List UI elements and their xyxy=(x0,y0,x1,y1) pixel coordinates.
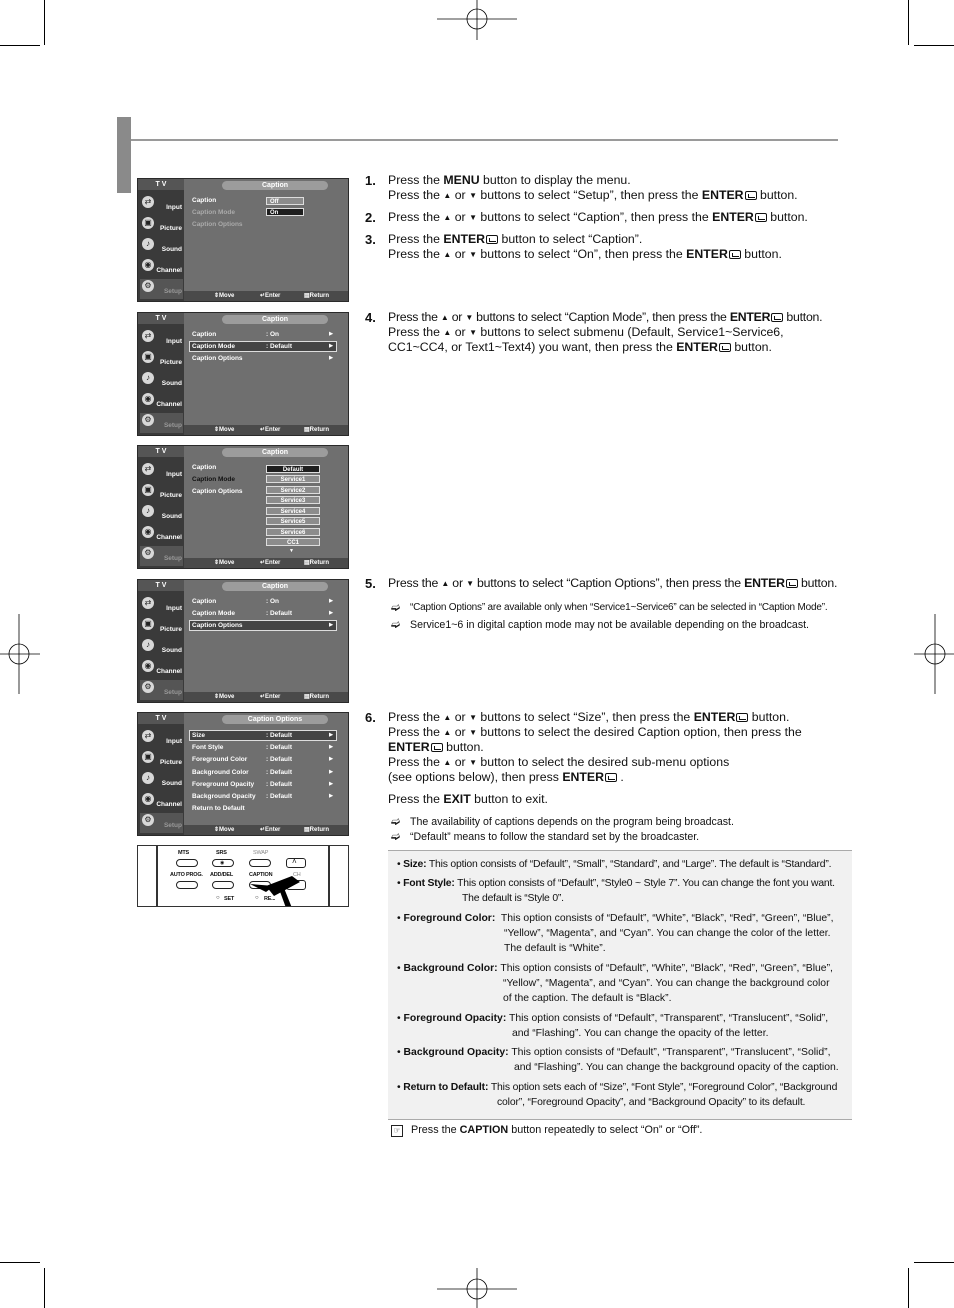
menu-row-caption-options[interactable]: Caption Options ▶ xyxy=(192,355,333,362)
step-line: Press the ▲ or ▼ button to select the desired sub-menu options xyxy=(388,755,730,769)
option-service6[interactable]: Service6 xyxy=(266,528,320,536)
option-service3[interactable]: Service3 xyxy=(266,496,320,504)
enter-icon xyxy=(745,191,757,200)
picture-icon: ▣ xyxy=(142,484,154,496)
sidebar-item-sound[interactable]: ♪ Sound xyxy=(140,638,183,658)
enter-icon xyxy=(719,343,731,352)
option-cc1[interactable]: CC1 xyxy=(266,538,320,546)
option-service2[interactable]: Service2 xyxy=(266,486,320,494)
reset-circle-icon: ○ xyxy=(255,895,259,901)
swap-button[interactable] xyxy=(249,859,271,867)
step-number: 5. xyxy=(365,576,376,591)
mts-button[interactable] xyxy=(176,859,198,867)
tv-label: T V xyxy=(138,179,184,190)
menu-footer xyxy=(184,825,349,835)
down-arrow-icon: ▼ xyxy=(469,328,477,337)
sidebar-item-input[interactable]: ⇄ Input xyxy=(140,329,183,349)
sidebar-item-channel[interactable]: ◉ Channel xyxy=(140,525,183,545)
arrow-right-icon: ▶ xyxy=(329,744,333,750)
step-line: Press the ▲ or ▼ buttons to select the desired Caption option, then press the xyxy=(388,725,802,739)
caption-options-descriptions: • Size: This option consists of “Default”, “Small”, “Standard”, and “Large”. The default is “Standard”. • Font Style: This option consists of “Default”, “Style0 ~ Style 7”. You can change the font you want. The default is “Style 0”. • Foreground Color: This option consists of “Default”, “White”, “Black”, “Red”, “Green”, “Blue”, “Yellow”, “Magenta”, and “Cyan”. You can change the color of the letter. The default is “White”. • Background Color: This option consists of “Default”, “White”, “Black”, “Red”, “Green”, “Blue”, “Yellow”, “Magenta”, and “Cyan”. You can change the background color of the caption. The default is “Black”. • Foreground Opacity: This option consists of “Default”, “Transparent”, “Translucent”, “Solid”, and “Flashing”. You can change the opacity of the letter. • Background Opacity: This option consists of “Default”, “Transparent”, “Translucent”, “Solid”, and “Flashing”. You can change the background opacity of the caption. • Return to Default: This option sets each of “Size”, “Font Style”, “Foreground Color”, “Background color”, “Foreground Opacity”, and “Background Opacity” to its default. xyxy=(388,850,852,1120)
add-del-button[interactable] xyxy=(212,881,234,889)
step-number: 3. xyxy=(365,232,376,247)
sidebar-item-setup[interactable]: ⚙ Setup xyxy=(140,546,183,566)
enter-hint: ↵Enter xyxy=(260,694,281,700)
step-line: Press the ▲ or ▼ buttons to select “Caption”, then press the ENTER button. xyxy=(388,210,808,224)
arrow-right-icon: ▶ xyxy=(329,732,333,738)
sidebar-item-picture[interactable]: ▣ Picture xyxy=(140,617,183,637)
menu-title: Caption xyxy=(222,181,328,190)
picture-icon: ▣ xyxy=(142,751,154,763)
sidebar-item-setup[interactable]: ⚙ Setup xyxy=(140,680,183,700)
scroll-down-icon[interactable]: ▼ xyxy=(289,548,294,554)
pointer-arrow-icon xyxy=(248,876,308,907)
up-arrow-icon: ▲ xyxy=(443,250,452,259)
option-off[interactable]: Off xyxy=(266,197,304,205)
return-hint: ▤Return xyxy=(304,560,330,566)
sidebar-item-picture[interactable]: ▣ Picture xyxy=(140,750,183,770)
menu-row-background-color[interactable]: Background Color : Default ▶ xyxy=(192,769,333,776)
menu-row-caption-options[interactable]: Caption Options xyxy=(192,221,243,228)
swap-label: SWAP xyxy=(253,850,269,856)
mts-label: MTS xyxy=(178,850,190,856)
input-icon: ⇄ xyxy=(142,730,154,742)
sidebar-item-input[interactable]: ⇄ Input xyxy=(140,596,183,616)
sidebar-item-sound[interactable]: ♪ Sound xyxy=(140,371,183,391)
option-service1[interactable]: Service1 xyxy=(266,475,320,483)
crop-mark xyxy=(44,0,45,45)
arrow-right-icon: ▶ xyxy=(329,610,333,616)
step-line: Press the ▲ or ▼ buttons to select submenu (Default, Service1~Service6, xyxy=(388,325,784,339)
channel-icon: ◉ xyxy=(142,793,154,805)
set-circle-icon: ○ xyxy=(216,895,220,901)
header-rule xyxy=(131,139,838,141)
note-arrow-icon: ➫ xyxy=(391,619,401,631)
crop-mark xyxy=(914,1262,954,1263)
registration-mark xyxy=(437,0,517,40)
step-number: 1. xyxy=(365,173,376,188)
menu-row-foreground-color[interactable]: Foreground Color : Default ▶ xyxy=(192,756,333,763)
tv-menu-caption-mode xyxy=(137,312,349,436)
menu-row-caption[interactable]: Caption : On ▶ xyxy=(192,598,333,605)
input-icon: ⇄ xyxy=(142,463,154,475)
picture-icon: ▣ xyxy=(142,618,154,630)
arrow-right-icon: ▶ xyxy=(329,756,333,762)
return-hint: ▤Return xyxy=(304,694,330,700)
arrow-right-icon: ▶ xyxy=(329,622,333,628)
sidebar-item-picture[interactable]: ▣ Picture xyxy=(140,350,183,370)
add-del-label: ADD/DEL xyxy=(210,872,234,878)
menu-title: Caption xyxy=(222,448,328,457)
registration-mark xyxy=(914,614,954,694)
enter-hint: ↵Enter xyxy=(260,293,281,299)
menu-title: Caption xyxy=(222,582,328,591)
note-arrow-icon: ➫ xyxy=(391,831,401,843)
sidebar-item-sound[interactable]: ♪ Sound xyxy=(140,504,183,524)
note-arrow-icon: ➫ xyxy=(391,816,401,828)
menu-row-caption[interactable]: Caption xyxy=(192,464,217,471)
step-number: 2. xyxy=(365,210,376,225)
option-service4[interactable]: Service4 xyxy=(266,507,320,515)
step-line: CC1~CC4, or Text1~Text4) you want, then press the ENTER button. xyxy=(388,340,772,354)
arrow-right-icon: ▶ xyxy=(329,793,333,799)
sidebar-item-setup[interactable]: ⚙ Setup xyxy=(140,413,183,433)
sound-icon: ♪ xyxy=(142,238,154,250)
enter-icon xyxy=(431,743,443,752)
auto-prog-label: AUTO PROG. xyxy=(170,872,203,878)
sidebar-item-setup[interactable]: ⚙ Setup xyxy=(140,813,183,833)
sidebar-item-picture[interactable]: ▣ Picture xyxy=(140,216,183,236)
sidebar-item-sound[interactable]: ♪ Sound xyxy=(140,237,183,257)
up-arrow-icon: ▲ xyxy=(443,728,452,737)
tv-menu-caption-options-select xyxy=(137,579,349,703)
step-line: Press the EXIT button to exit. xyxy=(388,792,548,806)
gear-icon: ⚙ xyxy=(142,681,154,693)
picture-icon: ▣ xyxy=(142,351,154,363)
crop-mark xyxy=(44,1268,45,1308)
step-line: Press the MENU button to display the menu. xyxy=(388,173,631,187)
step-line: Press the ▲ or ▼ buttons to select “Caption Options”, then press the ENTER button. xyxy=(388,576,838,590)
step-line: ENTER button. xyxy=(388,740,484,754)
tv-menu-caption-mode-list xyxy=(137,445,349,569)
enter-icon xyxy=(729,250,741,259)
gear-icon: ⚙ xyxy=(142,414,154,426)
sidebar-item-input[interactable]: ⇄ Input xyxy=(140,729,183,749)
step-line: (see options below), then press ENTER . xyxy=(388,770,624,784)
menu-row-size[interactable]: Size : Default ▶ xyxy=(190,731,336,740)
up-arrow-icon: ▲ xyxy=(443,713,452,722)
tv-label: T V xyxy=(138,313,184,324)
set-label: SET xyxy=(224,896,235,902)
gear-icon: ⚙ xyxy=(142,814,154,826)
enter-icon xyxy=(486,235,498,244)
hand-note-icon: ☞ xyxy=(391,1125,403,1137)
ch-up-button[interactable]: ˄ xyxy=(286,858,306,868)
move-hint: ⇕Move xyxy=(214,827,235,833)
up-arrow-icon: ▲ xyxy=(443,328,452,337)
auto-prog-button[interactable] xyxy=(176,881,198,889)
arrow-right-icon: ▶ xyxy=(329,343,333,349)
menu-row-foreground-opacity[interactable]: Foreground Opacity : Default ▶ xyxy=(192,781,333,788)
down-arrow-icon: ▼ xyxy=(469,713,477,722)
arrow-right-icon: ▶ xyxy=(329,355,333,361)
menu-row-caption[interactable]: Caption xyxy=(192,197,217,204)
channel-icon: ◉ xyxy=(142,526,154,538)
srs-button[interactable]: ◉ xyxy=(212,859,234,867)
picture-icon: ▣ xyxy=(142,217,154,229)
step-line: Press the ▲ or ▼ buttons to select “On”, then press the ENTER button. xyxy=(388,247,782,261)
enter-icon xyxy=(771,313,783,322)
return-hint: ▤Return xyxy=(304,427,330,433)
sidebar-item-input[interactable]: ⇄ Input xyxy=(140,195,183,215)
tv-label: T V xyxy=(138,713,184,724)
enter-icon xyxy=(786,579,798,588)
channel-icon: ◉ xyxy=(142,393,154,405)
sound-icon: ♪ xyxy=(142,372,154,384)
enter-icon xyxy=(755,213,767,222)
menu-row-caption-options[interactable]: Caption Options xyxy=(192,488,243,495)
sound-icon: ♪ xyxy=(142,505,154,517)
enter-icon xyxy=(736,713,748,722)
menu-row-caption-mode[interactable]: Caption Mode : Default ▶ xyxy=(190,342,336,351)
srs-label: SRS xyxy=(216,850,227,856)
enter-hint: ↵Enter xyxy=(260,427,281,433)
crop-mark xyxy=(908,1268,909,1308)
enter-icon xyxy=(605,773,617,782)
sound-icon: ♪ xyxy=(142,639,154,651)
down-arrow-icon: ▼ xyxy=(466,579,474,588)
reset-label: RE... xyxy=(264,896,276,902)
menu-row-caption-mode[interactable]: Caption Mode xyxy=(192,476,235,483)
arrow-right-icon: ▶ xyxy=(329,331,333,337)
menu-row-background-opacity[interactable]: Background Opacity : Default ▶ xyxy=(192,793,333,800)
menu-footer xyxy=(184,558,349,568)
menu-footer xyxy=(184,692,349,702)
menu-row-caption-mode[interactable]: Caption Mode xyxy=(192,209,235,216)
crop-mark xyxy=(0,45,40,46)
input-icon: ⇄ xyxy=(142,597,154,609)
option-on[interactable]: On xyxy=(266,208,304,216)
up-arrow-icon: ▲ xyxy=(443,213,452,222)
menu-row-caption[interactable]: Caption : On ▶ xyxy=(192,331,333,338)
sidebar-item-channel[interactable]: ◉ Channel xyxy=(140,258,183,278)
gear-icon: ⚙ xyxy=(142,547,154,559)
sidebar-item-channel[interactable]: ◉ Channel xyxy=(140,392,183,412)
gear-icon: ⚙ xyxy=(142,280,154,292)
tv-menu-caption-options xyxy=(137,712,349,836)
registration-mark xyxy=(437,1268,517,1308)
input-icon: ⇄ xyxy=(142,196,154,208)
up-arrow-icon: ▲ xyxy=(441,579,450,588)
sidebar-item-input[interactable]: ⇄ Input xyxy=(140,462,183,482)
note-arrow-icon: ➫ xyxy=(391,602,401,614)
up-arrow-icon: ▲ xyxy=(440,313,449,322)
sound-icon: ♪ xyxy=(142,772,154,784)
crop-mark xyxy=(914,45,954,46)
caption-label: CAPTION xyxy=(249,872,273,878)
tv-label: T V xyxy=(138,446,184,457)
step-line: Press the ▲ or ▼ buttons to select “Setup”, then press the ENTER button. xyxy=(388,188,798,202)
step-line: Press the ENTER button to select “Caption”. xyxy=(388,232,643,246)
down-arrow-icon: ▼ xyxy=(469,758,477,767)
menu-row-font-style[interactable]: Font Style : Default ▶ xyxy=(192,744,333,751)
menu-title: Caption xyxy=(222,315,328,324)
step-line: Press the ▲ or ▼ buttons to select “Size”, then press the ENTER button. xyxy=(388,710,790,724)
arrow-right-icon: ▶ xyxy=(329,598,333,604)
step-number: 6. xyxy=(365,710,376,725)
down-arrow-icon: ▼ xyxy=(469,250,477,259)
sidebar-item-picture[interactable]: ▣ Picture xyxy=(140,483,183,503)
menu-footer xyxy=(184,425,349,435)
step-line: Press the ▲ or ▼ buttons to select “Caption Mode”, then press the ENTER button. xyxy=(388,310,823,324)
menu-footer xyxy=(184,291,349,301)
move-hint: ⇕Move xyxy=(214,293,235,299)
down-arrow-icon: ▼ xyxy=(465,313,473,322)
arrow-right-icon: ▶ xyxy=(329,781,333,787)
remote-edge xyxy=(328,846,330,906)
sidebar-item-sound[interactable]: ♪ Sound xyxy=(140,771,183,791)
move-hint: ⇕Move xyxy=(214,560,235,566)
down-arrow-icon: ▼ xyxy=(469,213,477,222)
return-hint: ▤Return xyxy=(304,827,330,833)
input-icon: ⇄ xyxy=(142,330,154,342)
crop-mark xyxy=(908,0,909,45)
sidebar-item-channel[interactable]: ◉ Channel xyxy=(140,659,183,679)
step-number: 4. xyxy=(365,310,376,325)
tv-menu-caption xyxy=(137,178,349,302)
menu-title: Caption Options xyxy=(222,715,328,724)
option-service5[interactable]: Service5 xyxy=(266,517,320,525)
menu-row-return-to-default[interactable]: Return to Default xyxy=(192,805,245,812)
remote-edge xyxy=(156,846,158,906)
channel-icon: ◉ xyxy=(142,660,154,672)
sidebar-item-setup[interactable]: ⚙ Setup xyxy=(140,279,183,299)
up-arrow-icon: ▲ xyxy=(443,191,452,200)
crop-mark xyxy=(0,1262,40,1263)
ch-label: CH xyxy=(293,872,301,878)
sidebar-item-channel[interactable]: ◉ Channel xyxy=(140,792,183,812)
enter-hint: ↵Enter xyxy=(260,560,281,566)
menu-row-caption-options[interactable]: Caption Options ▶ xyxy=(190,621,336,630)
tv-label: T V xyxy=(138,580,184,591)
move-hint: ⇕Move xyxy=(214,427,235,433)
registration-mark xyxy=(0,614,40,694)
enter-hint: ↵Enter xyxy=(260,827,281,833)
up-arrow-icon: ▲ xyxy=(443,758,452,767)
move-hint: ⇕Move xyxy=(214,694,235,700)
channel-icon: ◉ xyxy=(142,259,154,271)
remote-control-illustration xyxy=(137,845,349,907)
option-default[interactable]: Default xyxy=(266,465,320,473)
down-arrow-icon: ▼ xyxy=(469,191,477,200)
menu-row-caption-mode[interactable]: Caption Mode : Default ▶ xyxy=(192,610,333,617)
down-arrow-icon: ▼ xyxy=(469,728,477,737)
arrow-right-icon: ▶ xyxy=(329,769,333,775)
return-hint: ▤Return xyxy=(304,293,330,299)
section-tab xyxy=(117,117,131,193)
